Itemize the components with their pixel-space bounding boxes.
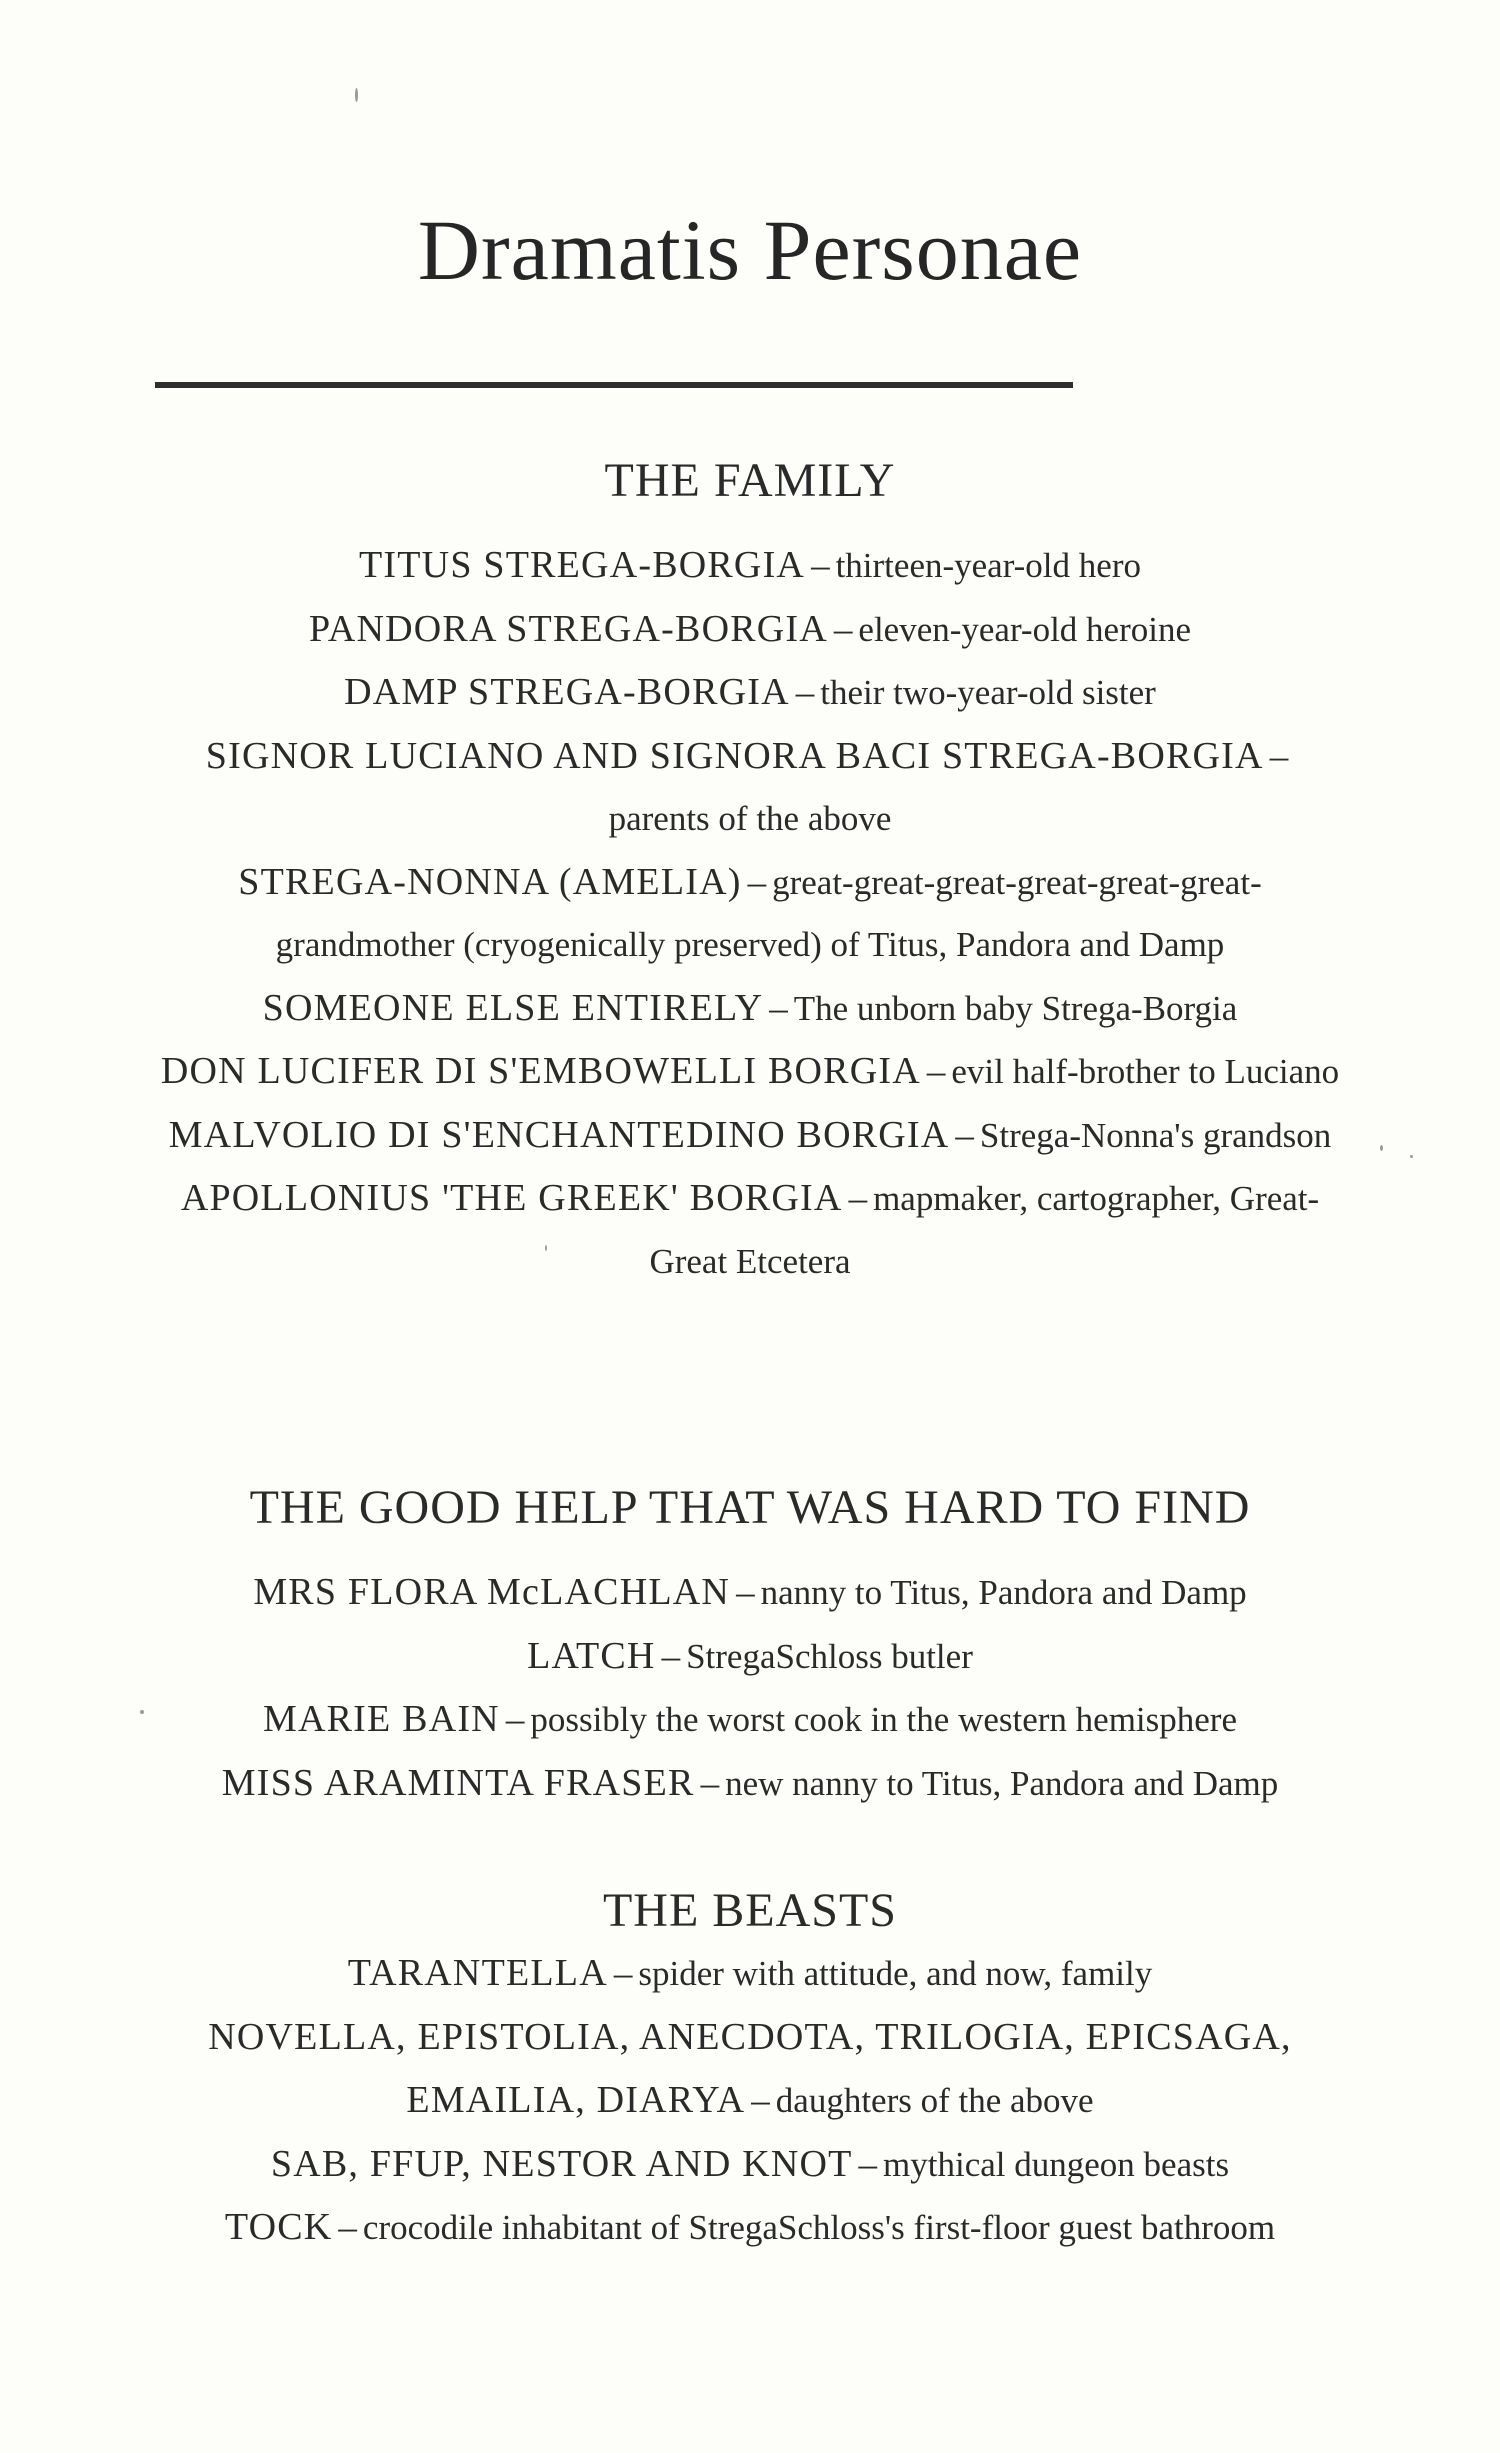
cast-entry [150, 2133, 1350, 2197]
character-name: TARANTELLA [347, 1952, 608, 1994]
character-name: TITUS STREGA-BORGIA [359, 544, 806, 586]
scan-speck [545, 1245, 547, 1251]
cast-entry [150, 598, 1350, 662]
character-description: nanny to Titus, Pandora and Damp [760, 1573, 1247, 1612]
character-description: The unborn baby Strega-Borgia [793, 988, 1238, 1028]
cast-entry [150, 1942, 1350, 2006]
separator: – [955, 1114, 974, 1156]
section-family [150, 450, 1350, 1293]
character-description: parents of the above [608, 799, 892, 838]
character-name: TOCK [224, 2206, 333, 2248]
separator: – [736, 1572, 755, 1613]
title-rule [155, 382, 1073, 388]
scan-speck [1410, 1155, 1413, 1158]
scan-speck [140, 1710, 144, 1714]
cast-entry [150, 977, 1350, 1041]
cast-entry [150, 661, 1350, 725]
character-description: crocodile inhabitant of StregaSchloss's first-floor guest bathroom [362, 2208, 1276, 2247]
character-description: possibly the worst cook in the western hemisphere [530, 1700, 1237, 1739]
separator: – [811, 545, 830, 586]
section-heading: THE BEASTS [602, 1884, 897, 1937]
separator: – [661, 1635, 681, 1677]
character-description: Strega-Nonna's grandson [979, 1115, 1332, 1155]
character-name: DON LUCIFER DI S'EMBOWELLI BORGIA [160, 1050, 921, 1092]
separator: – [613, 1953, 633, 1994]
separator: – [858, 2143, 878, 2185]
separator: – [833, 608, 853, 650]
character-description: thirteen-year-old hero [835, 546, 1141, 585]
separator: – [1269, 735, 1289, 777]
separator: – [795, 672, 815, 713]
character-description: mythical dungeon beasts [883, 2144, 1230, 2184]
separator: – [769, 987, 788, 1029]
cast-entry [150, 725, 1350, 851]
cast-entry [150, 2196, 1350, 2260]
separator: – [700, 1762, 720, 1804]
character-description: daughters of the above [775, 2081, 1094, 2120]
character-name: SAB, FFUP, NESTOR AND KNOT [270, 2142, 853, 2185]
page-title: Dramatis Personae [417, 202, 1083, 298]
character-description: mapmaker, cartographer, Great-Great Etcetera [649, 1179, 1320, 1281]
cast-entry [150, 1688, 1350, 1752]
cast-entry [150, 2006, 1350, 2133]
character-name: APOLLONIUS 'THE GREEK' BORGIA [180, 1177, 843, 1219]
separator: – [926, 1051, 946, 1092]
separator: – [751, 2080, 770, 2121]
cast-entry [150, 1561, 1350, 1625]
character-name: MISS ARAMINTA FRASER [221, 1761, 695, 1804]
cast-entry [150, 1752, 1350, 1816]
character-name: SOMEONE ELSE ENTIRELY [262, 986, 764, 1029]
character-name: STREGA-NONNA (AMELIA) [238, 860, 742, 903]
cast-entry [150, 1040, 1350, 1104]
character-name: NOVELLA, EPISTOLIA, ANECDOTA, TRILOGIA, EPICSAGA, EMAILIA, DIARYA [208, 2015, 1292, 2121]
character-name: SIGNOR LUCIANO AND SIGNORA BACI STREGA-BORGIA [205, 734, 1264, 777]
character-description: eleven-year-old heroine [858, 609, 1191, 649]
section-heading: THE FAMILY [604, 454, 896, 507]
cast-entry [150, 1625, 1350, 1689]
separator: – [848, 1178, 868, 1219]
section-good-help [150, 1477, 1350, 1815]
separator: – [747, 861, 767, 903]
cast-entry [150, 851, 1350, 977]
scan-speck [355, 88, 358, 102]
separator: – [338, 2207, 357, 2248]
character-name: PANDORA STREGA-BORGIA [308, 607, 828, 650]
character-name: DAMP STREGA-BORGIA [344, 671, 790, 713]
character-description: spider with attitude, and now, family [638, 1954, 1153, 1993]
scan-speck [1380, 1145, 1383, 1151]
cast-entry [150, 534, 1350, 598]
cast-entry [150, 1104, 1350, 1168]
character-description: great-great-great-great-great-great-grandmother (cryogenically preserved) of Titus, Pandora and Damp [275, 862, 1262, 964]
character-description: new nanny to Titus, Pandora and Damp [725, 1763, 1279, 1803]
character-name: MARIE BAIN [263, 1698, 500, 1740]
character-description: their two-year-old sister [820, 673, 1156, 712]
cast-entry [150, 1167, 1350, 1293]
section-heading: THE GOOD HELP THAT WAS HARD TO FIND [249, 1481, 1251, 1534]
separator: – [505, 1699, 525, 1740]
section-beasts [150, 1880, 1350, 2260]
character-name: MRS FLORA McLACHLAN [253, 1571, 731, 1613]
character-name: LATCH [527, 1634, 656, 1677]
character-description: evil half-brother to Luciano [951, 1052, 1340, 1091]
character-description: StregaSchloss butler [686, 1636, 973, 1676]
character-name: MALVOLIO DI S'ENCHANTEDINO BORGIA [168, 1113, 950, 1156]
